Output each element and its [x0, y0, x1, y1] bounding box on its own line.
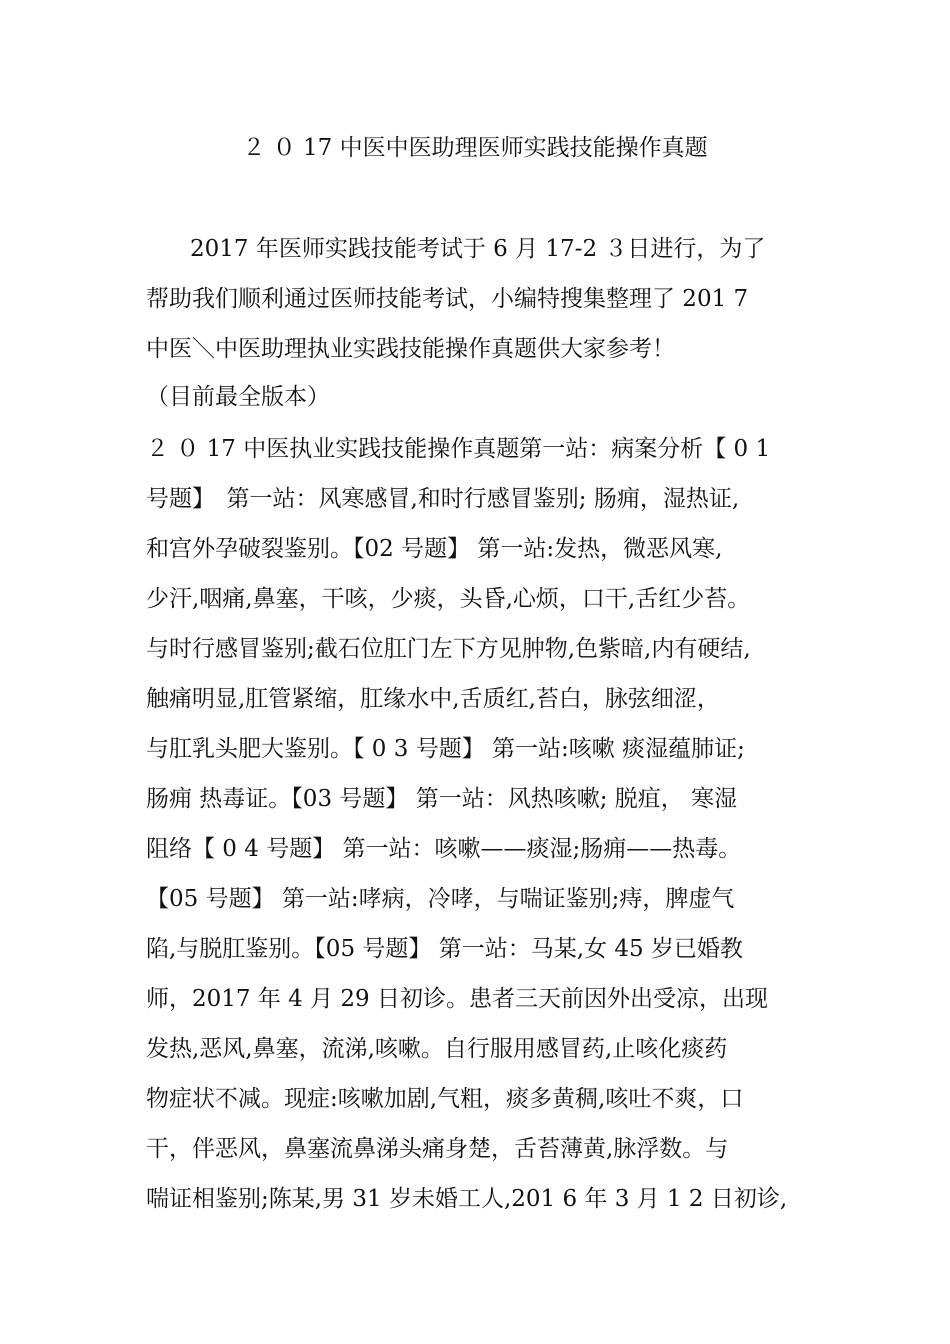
paragraph-line: 喘证相鉴别;陈某,男 31 岁未婚工人,201 6 年 3 月 1 2 日初诊,	[146, 1186, 788, 1212]
paragraph-line: 发热,恶风,鼻塞，流涕,咳嗽。自行服用感冒药,止咳化痰药	[146, 1036, 728, 1062]
paragraph-line: 中医＼中医助理执业实践技能操作真题供大家参考！	[146, 336, 675, 362]
paragraph-line: 师，2017 年 4 月 29 日初诊。患者三天前因外出受凉，出现	[146, 986, 768, 1012]
paragraph-line: 少汗,咽痛,鼻塞，干咳，少痰，头昏,心烦，口干,舌红少苔。	[146, 586, 751, 612]
paragraph-line: （目前最全版本）	[146, 384, 330, 410]
paragraph-line: 与时行感冒鉴别;截石位肛门左下方见肿物,色紫暗,内有硬结,	[146, 636, 751, 662]
paragraph-line: 物症状不减。现症:咳嗽加剧,气粗，痰多黄稠,咳吐不爽，口	[146, 1086, 744, 1112]
document-title: ２ ０ 17 中医中医助理医师实践技能操作真题	[242, 135, 708, 161]
paragraph-line: 干，伴恶风，鼻塞流鼻涕头痛身楚，舌苔薄黄,脉浮数。与	[146, 1136, 729, 1162]
paragraph-line: 2017 年医师实践技能考试于 6 月 17-2 ３日进行，为了	[190, 236, 766, 262]
paragraph-line: ２ ０ 17 中医执业实践技能操作真题第一站：病案分析【 0 1	[146, 436, 771, 462]
paragraph-line: 帮助我们顺利通过医师技能考试，小编特搜集整理了 201 7	[146, 286, 749, 312]
paragraph-line: 阻络【 0 4 号题】 第一站：咳嗽——痰湿;肠痈——热毒。	[146, 836, 742, 862]
paragraph-line: 号题】 第一站：风寒感冒,和时行感冒鉴别; 肠痈，湿热证,	[146, 486, 740, 512]
paragraph-line: 和宫外孕破裂鉴别。【02 号题】 第一站:发热，微恶风寒,	[146, 536, 723, 562]
paragraph-line: 肠痈 热毒证。【03 号题】 第一站：风热咳嗽; 脱疽， 寒湿	[146, 786, 738, 812]
paragraph-line: 与肛乳头肥大鉴别。【 0 3 号题】 第一站:咳嗽 痰湿蕴肺证;	[146, 736, 745, 762]
paragraph-line: 陷,与脱肛鉴别。【05 号题】 第一站：马某,女 45 岁已婚教	[146, 936, 743, 962]
paragraph-line: 【05 号题】 第一站:哮病，冷哮，与喘证鉴别;痔，脾虚气	[146, 886, 735, 912]
paragraph-line: 触痛明显,肛管紧缩，肛缘水中,舌质红,苔白，脉弦细涩，	[146, 686, 720, 712]
